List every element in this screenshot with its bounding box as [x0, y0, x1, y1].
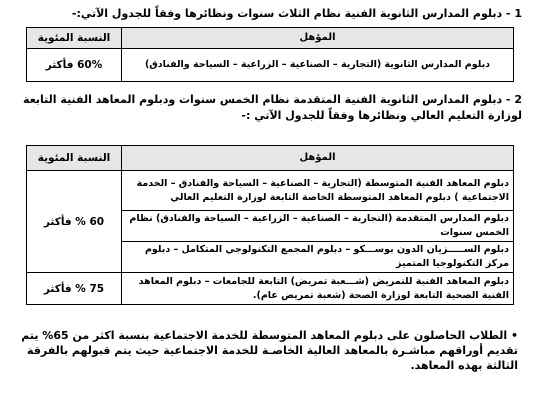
note-text: الطلاب الحاصلون على دبلوم المعاهد المتوسطة للخدمة الاجتماعية بنسبة اكثر من 65% يتم تقديم أوراقهم مباشـرة بالمعاهد العالية الخاصـة للخدمة الاجتماعية حيث يتم قبولهم بالفرقة الثالثة بهذه المعاهد.	[21, 329, 518, 372]
qualification-cell: دبلوم المدارس المتقدمة (التجارية – الصناعية – الزراعية – السياحة والفنادق) نظام الخمس سنوات	[122, 211, 514, 242]
bullet-icon: •	[510, 329, 518, 342]
percentage-cell: 60 % فأكثر	[27, 171, 122, 273]
qualification-column-header: المؤهل	[122, 28, 514, 49]
table-header-row	[27, 28, 514, 49]
section1-table	[26, 27, 514, 82]
qualification-cell: دبلوم المعاهد الفنية للتمريض (شـــعبة تمريض) التابعة للجامعات – دبلوم المعاهد الفنية الصحية التابعة لوزارة الصحة (شعبة تمريض عام).	[122, 273, 514, 305]
table-header-row	[27, 146, 514, 171]
percentage-column-header: النسبة المئوية	[27, 28, 122, 49]
section2-heading: 2 - دبلوم المدارس الثانوية الفنية المتقدمة نظام الخمس سنوات ودبلوم المعاهد الفنية التابعة لوزارة التعليم العالي ونظائرها وفقاً للجدول الآتي :-	[23, 93, 522, 122]
percentage-column-header: النسبة المئوية	[27, 146, 122, 171]
table-row	[27, 49, 514, 82]
note-paragraph	[20, 328, 518, 373]
percentage-cell: 60% فأكثر	[27, 49, 122, 82]
percentage-cell: 75 % فأكثر	[27, 273, 122, 305]
table-row	[27, 273, 514, 305]
section1-heading: 1 - دبلوم المدارس الثانوية الفنية نظام الثلاث سنوات ونظائرها وفقاً للجدول الآتي:-	[71, 7, 522, 20]
section2-table	[26, 145, 514, 305]
qualification-cell: دبلوم المدارس الثانوية (التجارية – الصناعية – الزراعية – السياحة والفنادق)	[122, 49, 514, 82]
table-row	[27, 171, 514, 211]
qualification-column-header: المؤهل	[122, 146, 514, 171]
qualification-cell: دبلوم الســـــزيان الدون بوســـكو – دبلوم المجمع التكنولوجي المتكامل – دبلوم مركز التكنولوجيا المتميز	[122, 242, 514, 273]
qualification-cell: دبلوم المعاهد الفنية المتوسطة (التجارية – الصناعية – السياحة والفنادق – الخدمة الاجتماعية ) دبلوم المعاهد المتوسطة الخاصة التابعة لوزارة التعليم العالي	[122, 171, 514, 211]
